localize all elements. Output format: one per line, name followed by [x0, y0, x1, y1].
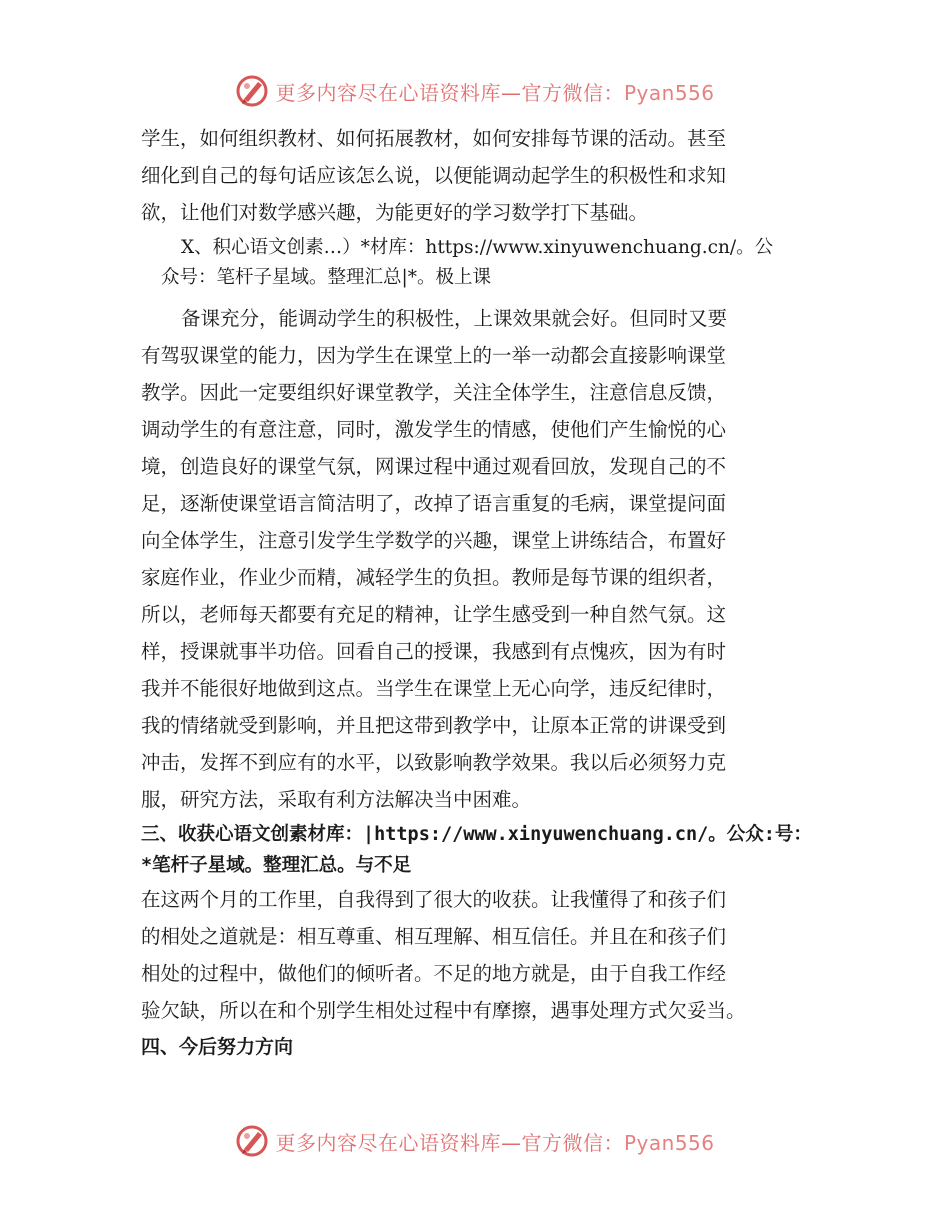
text-line: 所以，老师每天都要有充足的精神，让学生感受到一种自然气氛。这: [141, 603, 727, 626]
section-heading-4: 四、今后努力方向: [141, 1036, 294, 1058]
text-line: 在这两个月的工作里，自我得到了很大的收获。让我懂得了和孩子们: [141, 888, 727, 911]
footer-watermark: [0, 1120, 950, 1162]
text-line: 教学。因此一定要组织好课堂教学，关注全体学生，注意信息反馈，: [141, 381, 727, 404]
text-line: X、积心语文创素…）*材库：https://www.xinyuwenchuang.cn/。公: [181, 237, 774, 258]
text-line: 相处的过程中，做他们的倾听者。不足的地方就是，由于自我工作经: [141, 962, 727, 985]
paragraph-3: [141, 881, 841, 1029]
document-body: [141, 120, 841, 1063]
text-line: 家庭作业，作业少而精，减轻学生的负担。教师是每节课的组织者，: [141, 566, 727, 589]
pen-logo-icon: [235, 74, 269, 108]
heading-line: *笔杆子星域。整理汇总。与不足: [141, 855, 412, 876]
paragraph-2: [141, 300, 841, 818]
text-line: 备课充分，能调动学生的积极性，上课效果就会好。但同时又要: [181, 307, 728, 330]
text-line: 我的情绪就受到影响，并且把这带到教学中，让原本正常的讲课受到: [141, 714, 727, 737]
inserted-promo-text: [141, 233, 841, 293]
text-line: 我并不能很好地做到这点。当学生在课堂上无心向学，违反纪律时，: [141, 677, 727, 700]
text-line: 境，创造良好的课堂气氛，网课过程中通过观看回放，发现自己的不: [141, 455, 727, 478]
watermark-text: 更多内容尽在心语资料库—官方微信：Pyan556: [275, 80, 715, 105]
text-line: 细化到自己的每句话应该怎么说，以便能调动起学生的积极性和求知: [141, 164, 727, 187]
text-line: 的相处之道就是：相互尊重、相互理解、相互信任。并且在和孩子们: [141, 925, 727, 948]
text-line: 众号：笔杆子星域。整理汇总|*。极上课: [161, 267, 491, 288]
text-line: 调动学生的有意注意，同时，激发学生的情感，使他们产生愉悦的心: [141, 418, 727, 441]
text-line: 足，逐渐使课堂语言简洁明了，改掉了语言重复的毛病，课堂提问面: [141, 492, 727, 515]
header-watermark: [0, 70, 950, 112]
pen-logo-icon: [235, 1124, 269, 1158]
heading-line: 三、收获心语文创素材库：|https://www.xinyuwenchuang.cn/。公众:号：: [141, 824, 812, 845]
text-line: 向全体学生，注意引发学生学数学的兴趣，课堂上讲练结合，布置好: [141, 529, 727, 552]
section-heading-3: [141, 819, 841, 881]
text-line: 服，研究方法，采取有利方法解决当中困难。: [141, 788, 532, 811]
text-line: 样，授课就事半功倍。回看自己的授课，我感到有点愧疚，因为有时: [141, 640, 727, 663]
paragraph-1: [141, 120, 841, 231]
text-line: 冲击，发挥不到应有的水平，以致影响教学效果。我以后必须努力克: [141, 751, 727, 774]
text-line: 学生，如何组织教材、如何拓展教材，如何安排每节课的活动。甚至: [141, 127, 727, 150]
text-line: 有驾驭课堂的能力，因为学生在课堂上的一举一动都会直接影响课堂: [141, 344, 727, 367]
text-line: 欲，让他们对数学感兴趣，为能更好的学习数学打下基础。: [141, 201, 649, 224]
text-line: 验欠缺，所以在和个别学生相处过程中有摩擦，遇事处理方式欠妥当。: [141, 999, 746, 1022]
watermark-text: 更多内容尽在心语资料库—官方微信：Pyan556: [275, 1130, 715, 1155]
